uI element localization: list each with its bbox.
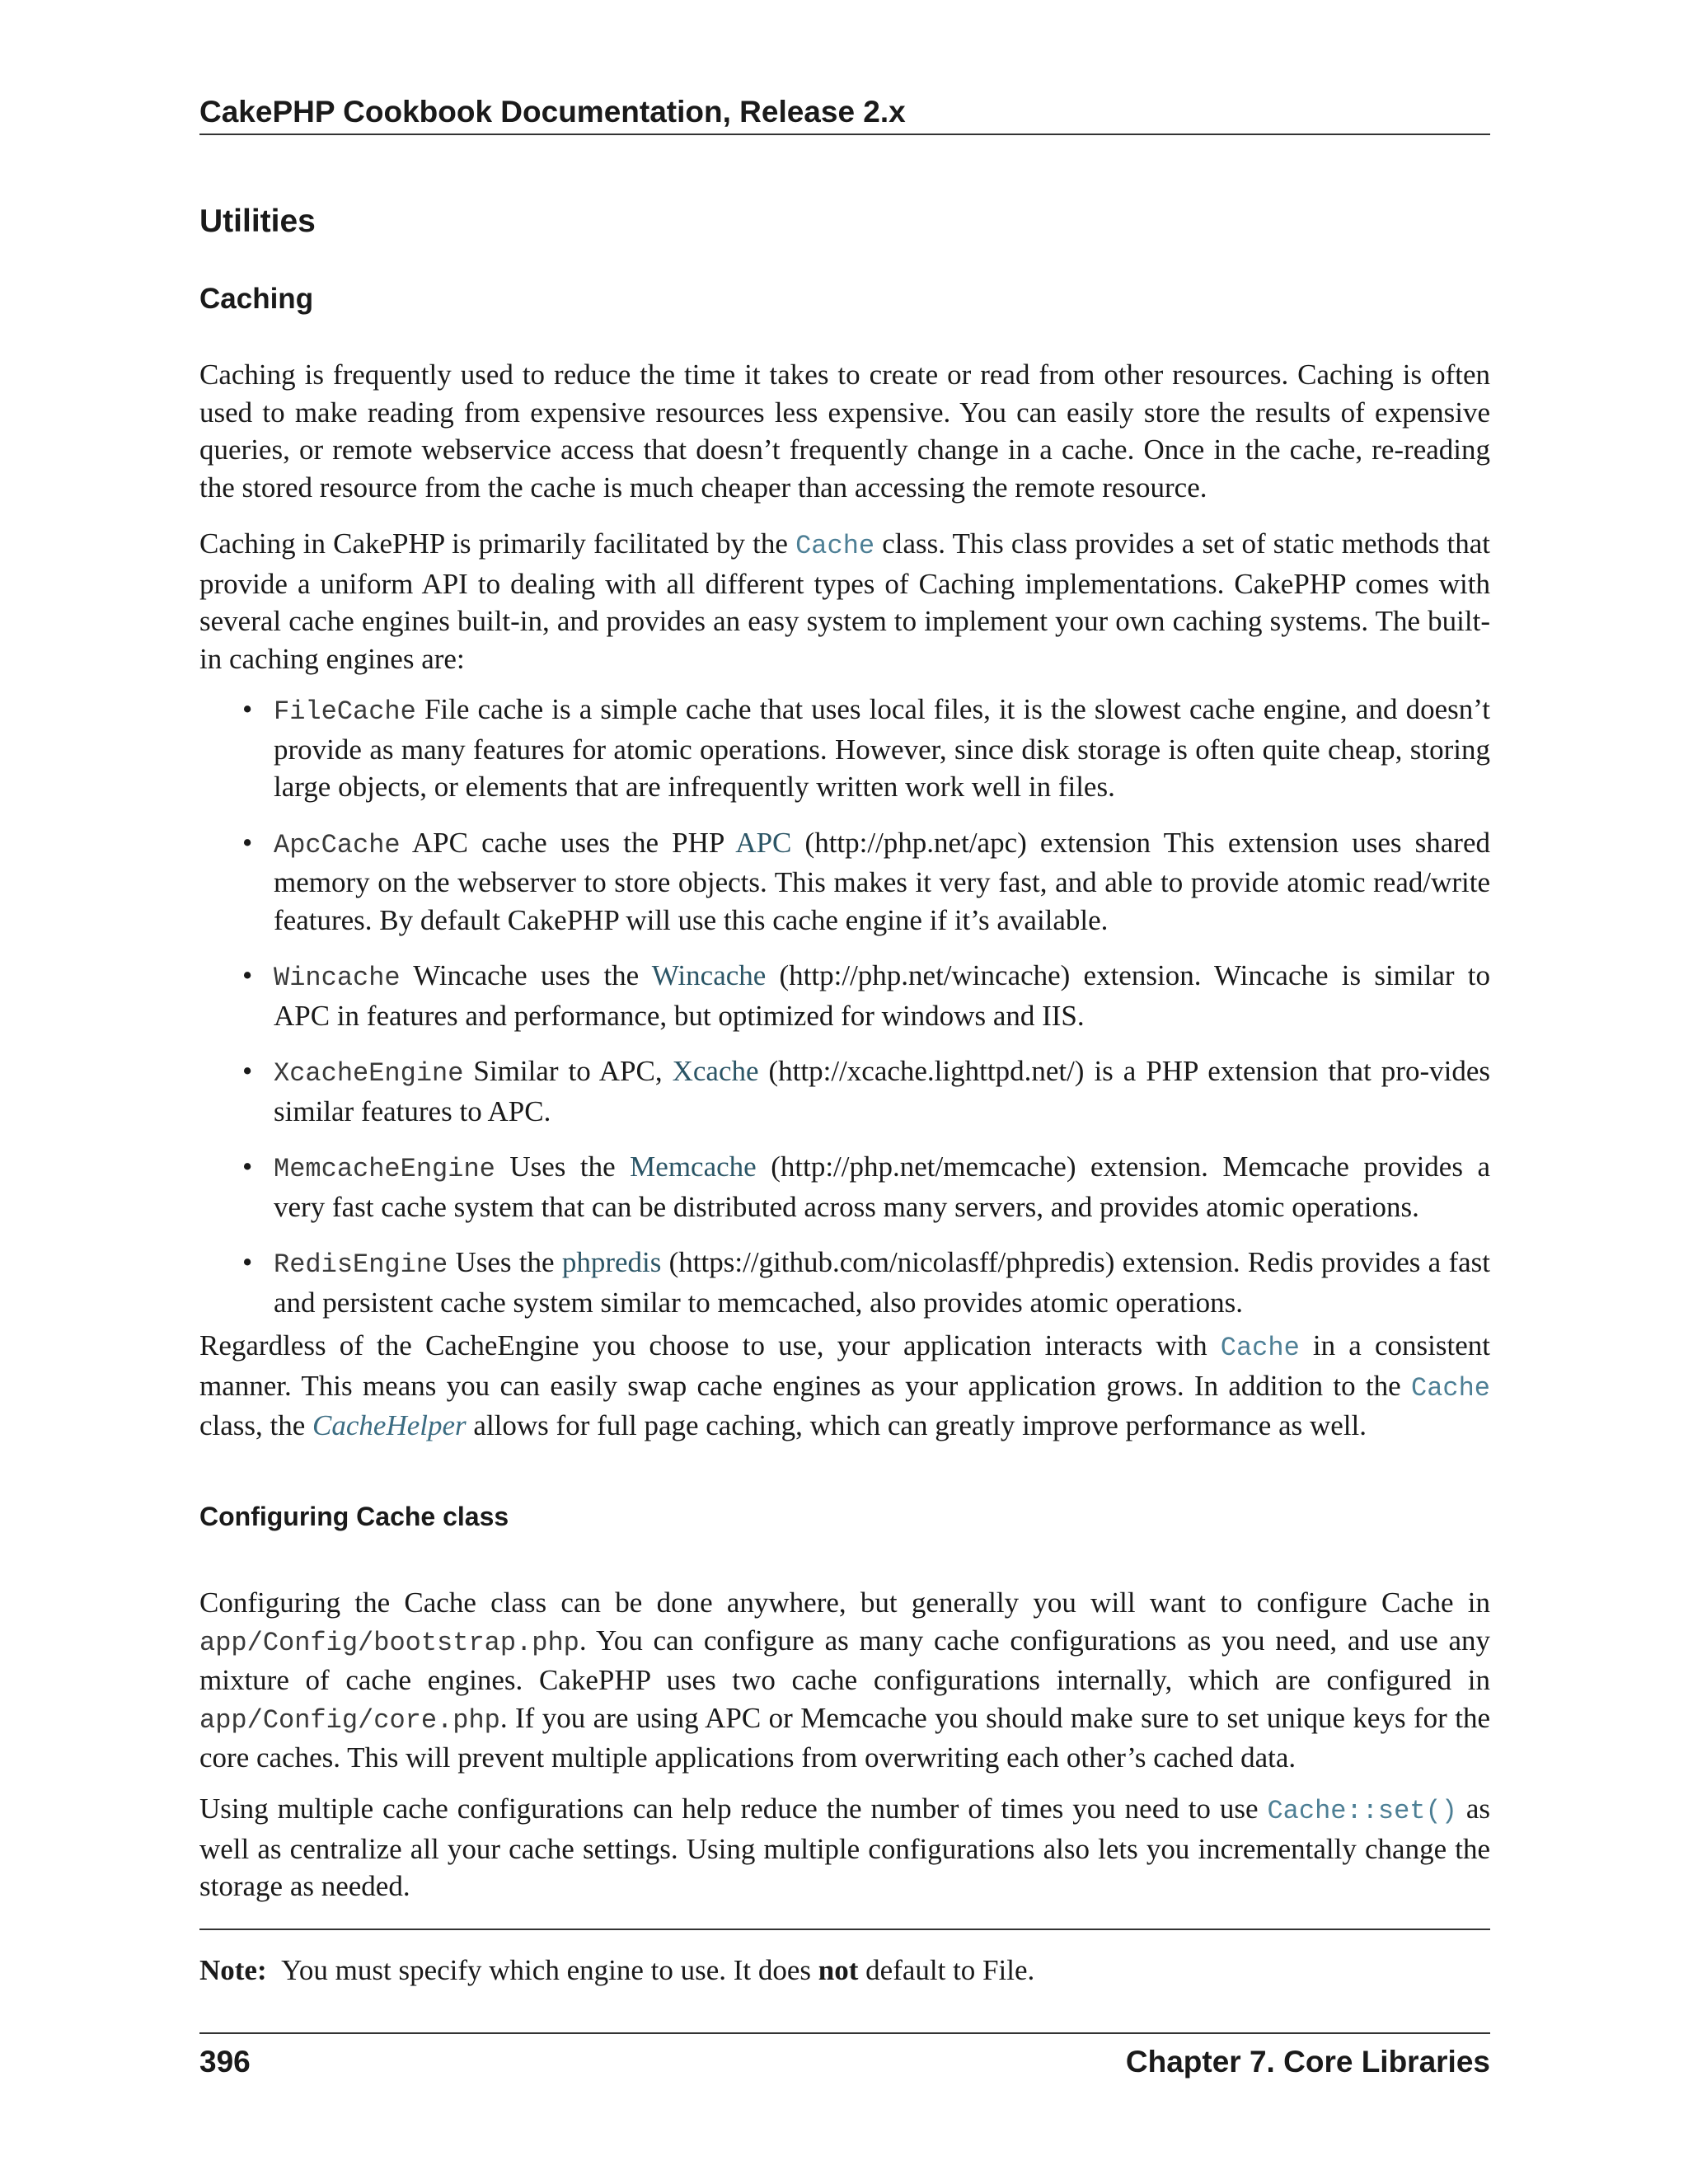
- core-path: app/Config/core.php: [199, 1704, 500, 1736]
- note-rule-bottom: [199, 2032, 1490, 2034]
- intro-paragraph-1: Caching is frequently used to reduce the time it takes to create or read from other resources. Caching is often used to make reading from expensive resources less expensive. You can easily store the results of expensive queries, or remote webservice access that doesn’t frequently change in a cache. Once in the cache, re-reading the stored resource from the cache is much cheaper than accessing the remote resource.: [199, 359, 1490, 504]
- xcache-link[interactable]: Xcache: [672, 1055, 759, 1087]
- cache-class-link[interactable]: Cache: [1410, 1372, 1490, 1404]
- bullet: •: [242, 826, 253, 859]
- bullet: •: [242, 1151, 253, 1183]
- bootstrap-path: app/Config/bootstrap.php: [199, 1627, 579, 1658]
- engine-item-filecache: • FileCache File cache is a simple cache that uses local files, it is the slowest cache engine, and doesn’t provide as many features for atomic operations. However, since disk storage is often quite cheap, storing large objects, or elements that are infrequently written work well in files.: [199, 691, 1490, 806]
- engine-item-xcache: • XcacheEngine Similar to APC, Xcache (http://xcache.lighttpd.net/) is a PHP extension that pro-vides similar features to APC.: [199, 1052, 1490, 1130]
- cache-set-link[interactable]: Cache::set(): [1267, 1796, 1457, 1826]
- phpredis-link[interactable]: phpredis: [561, 1246, 662, 1278]
- bullet: •: [242, 693, 253, 725]
- subsection-title: Caching: [199, 283, 314, 315]
- running-header: CakePHP Cookbook Documentation, Release 2.x: [199, 95, 906, 129]
- intro-paragraph-2: Caching in CakePHP is primarily facilitated by the Cache class. This class provides a set of static methods that provide a uniform API to dealing with all different types of Caching implementations. CakePHP comes with several cache engines built-in, and provides an easy system to implement your own caching systems. The built-in caching engines are:: [199, 527, 1490, 675]
- note-box: Note: You must specify which engine to use. It does not default to File.: [199, 1954, 1035, 1986]
- wincache-link[interactable]: Wincache: [651, 959, 767, 991]
- note-label: Note:: [199, 1954, 267, 1986]
- memcache-link[interactable]: Memcache: [630, 1151, 757, 1183]
- cache-class-link[interactable]: Cache: [795, 531, 875, 561]
- header-rule: [199, 134, 1490, 135]
- section-title: Utilities: [199, 204, 316, 239]
- engine-item-wincache: • Wincache Wincache uses the Wincache (http://php.net/wincache) extension. Wincache is similar to APC in features and performance, but optimized for windows and IIS.: [199, 957, 1490, 1034]
- bullet: •: [242, 1055, 253, 1087]
- bullet: •: [242, 1246, 253, 1278]
- engine-item-apccache: • ApcCache APC cache uses the PHP APC (http://php.net/apc) extension This extension uses shared memory on the webserver to store objects. This makes it very fast, and able to provide atomic read/write features. By default CakePHP will use this cache engine if it’s available.: [199, 824, 1490, 940]
- configuring-title: Configuring Cache class: [199, 1502, 509, 1531]
- cache-class-link[interactable]: Cache: [1220, 1333, 1300, 1363]
- bullet: •: [242, 959, 253, 991]
- chapter-title: Chapter 7. Core Libraries: [1125, 2045, 1490, 2079]
- apc-link[interactable]: APC: [735, 826, 792, 859]
- page-number: 396: [199, 2045, 251, 2079]
- engine-list: [199, 691, 1490, 1339]
- configuring-paragraph-1: Configuring the Cache class can be done anywhere, but generally you will want to configure Cache in app/Config/bootstrap.php. You can configure as many cache configurations as you need, and use any mixture of cache engines. CakePHP uses two cache configurations internally, which are configured in app/Config/core.php. If you are using APC or Memcache you should make sure to set unique keys for the core caches. This will prevent multiple applications from overwriting each other’s cached data.: [199, 1586, 1490, 1774]
- engine-item-redis: • RedisEngine Uses the phpredis (https://github.com/nicolasff/phpredis) extension. Redis provides a fast and persistent cache system similar to memcached, also provides atomic operations.: [199, 1244, 1490, 1321]
- configuring-paragraph-2: Using multiple cache configurations can help reduce the number of times you need to use Cache::set() as well as centralize all your cache settings. Using multiple configurations also lets you incrementally change the storage as needed.: [199, 1793, 1491, 1902]
- cachehelper-link[interactable]: CacheHelper: [312, 1409, 467, 1441]
- regardless-paragraph: Regardless of the CacheEngine you choose to use, your application interacts with Cache in a consistent manner. This means you can easily swap cache engines as your application grows. In addition to the Cache class, the CacheHelper allows for full page caching, which can greatly improve performance as well.: [199, 1329, 1490, 1441]
- engine-item-memcache: • MemcacheEngine Uses the Memcache (http://php.net/memcache) extension. Memcache provides a very fast cache system that can be distributed across many servers, and provides atomic operations.: [199, 1148, 1490, 1226]
- note-rule-top: [199, 1929, 1490, 1930]
